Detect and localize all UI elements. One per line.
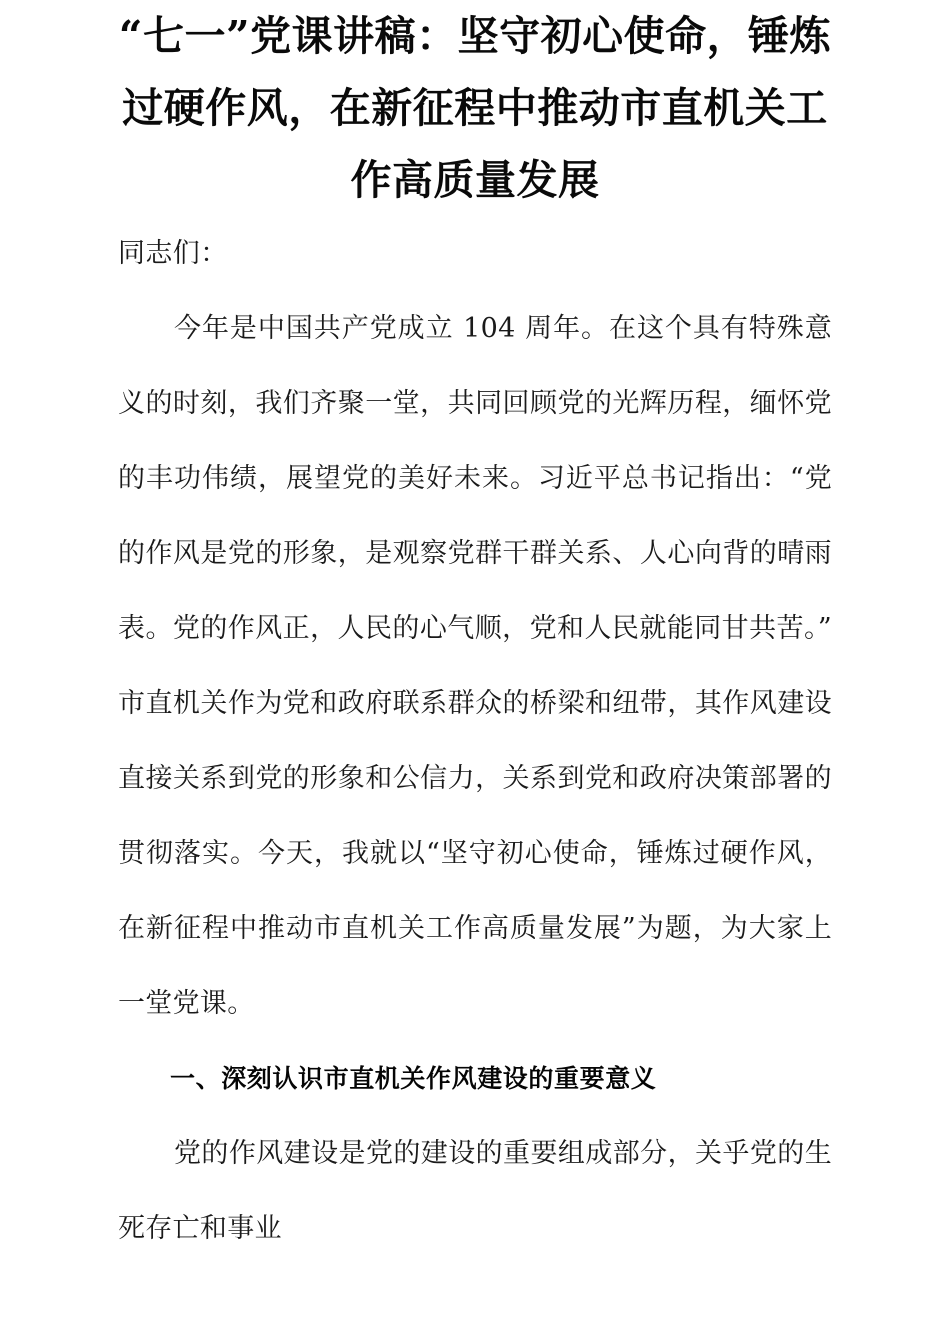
document-body	[118, 0, 832, 1266]
document-title: “七一”党课讲稿：坚守初心使命，锤炼过硬作风，在新征程中推动市直机关工作高质量发展	[118, 12, 832, 204]
section-heading-1: 一、深刻认识市直机关作风建设的重要意义	[170, 1064, 657, 1093]
section-paragraph-1: 党的作风建设是党的建设的重要组成部分，关乎党的生死存亡和事业	[118, 1138, 832, 1244]
salutation: 同志们：	[118, 238, 228, 269]
body-paragraph-1: 今年是中国共产党成立 104 周年。在这个具有特殊意义的时刻，我们齐聚一堂，共同回顾党的光辉历程，缅怀党的丰功伟绩，展望党的美好未来。习近平总书记指出：“党的作风是党的形象，是观察党群干群关系、人心向背的晴雨表。党的作风正，人民的心气顺，党和人民就能同甘共苦。”市直机关作为党和政府联系群众的桥梁和纽带，其作风建设直接关系到党的形象和公信力，关系到党和政府决策部署的贯彻落实。今天，我就以“坚守初心使命，锤炼过硬作风，在新征程中推动市直机关工作高质量发展”为题，为大家上一堂党课。	[118, 313, 832, 1019]
